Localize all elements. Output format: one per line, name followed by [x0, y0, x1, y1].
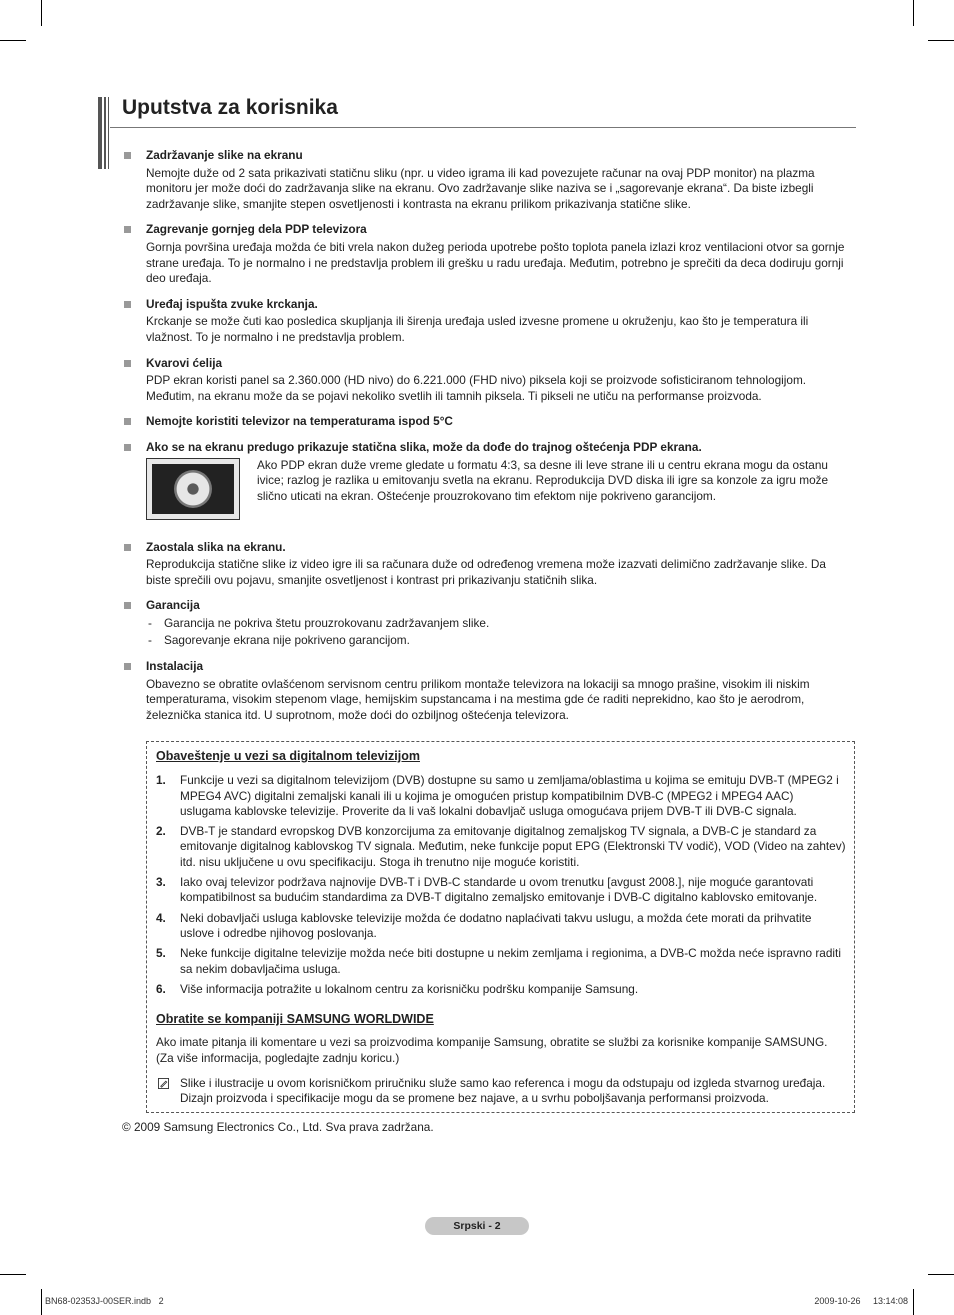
square-bullet-icon: [124, 360, 131, 367]
list-item: - Sagorevanje ekrana nije pokriveno garancijom.: [148, 633, 410, 648]
crop-mark: [913, 0, 914, 26]
square-bullet-icon: [124, 544, 131, 551]
numbered-item: 2. DVB-T je standard evropskog DVB konzorcijuma za emitovanje digitalnog zemaljskog TV signala, a DVB-C je standard za emitovanje digitalnog kablovskog TV signala. Međutim, neke funkcije poput EPG (Elektronski TV vodič), VOD (Video na zahtev) itd. nisu uključene u ovu specifikaciju. Stoga ih trenutno nije moguće koristiti.: [156, 824, 846, 869]
digital-tv-notice-box: [146, 741, 855, 1113]
section-heading: Zadržavanje slike na ekranu: [146, 148, 303, 162]
box-heading: Obaveštenje u vezi sa digitalnom televizijom: [156, 749, 420, 763]
crop-mark: [0, 1274, 26, 1275]
section-top-heating: [122, 222, 847, 286]
section-text: Nemojte duže od 2 sata prikazivati statičnu sliku (npr. u video igrama ili kad povezujete računar na ovaj PDP monitor) na plazma monitoru jer može doći do zadržavanja slike na ekranu. Ovo zadržavanje slike naziva se i „sagorevanje ekrana“. Da biste izbegli zadržavanje slike, smanjite stepen osvetljenosti i kontrasta na ekranu prilikom prikazivanja statične slike.: [146, 165, 815, 211]
crop-mark: [928, 1274, 954, 1275]
numbered-item: 1. Funkcije u vezi sa digitalnom televizijom (DVB) dostupne su samo u zemljama/oblastima u kojima se emituju DVB-T (MPEG2 i MPEG4 AVC) digitalni zemaljski kanali ili u kojima je omogućen pristup kompatibilnim DVB-C (MPEG2 i MPEG4 AAC) uslugama kablovske televizije. Proverite da li vaš lokalni dobavljač usluga omogućava prijem DVB-T ili DVB-C signala.: [156, 773, 839, 818]
numbered-item: 3. Iako ovaj televizor podržava najnovije DVB-T i DVB-C standarde u ovom trenutku [avgust 2008.], nije moguće garantovati kompatibilnost sa budućim standardima za DVB-T digitalno zemaljsko emitovanje i DVB-C digitalno kablovsko emitovanje.: [156, 875, 818, 905]
crop-mark: [41, 1289, 42, 1315]
footer-file-name: BN68-02353J-00SER.indb 2: [45, 1296, 164, 1306]
crop-mark: [0, 40, 26, 41]
square-bullet-icon: [124, 226, 131, 233]
section-image-retention: [122, 148, 847, 212]
section-heading: Uređaj ispušta zvuke krckanja.: [146, 296, 318, 311]
section-heading: Zaostala slika na ekranu.: [146, 539, 286, 554]
numbered-item: 6. Više informacija potražite u lokalnom centru za korisničku podršku kompanije Samsung.: [156, 981, 639, 996]
contact-heading: Obratite se kompaniji SAMSUNG WORLDWIDE: [156, 1012, 434, 1027]
section-text: Ako PDP ekran duže vreme gledate u formatu 4:3, sa desne ili leve strane ili u centru ekrana mogu da ostanu ivice; razlog je razlika u emitovanju svetla na ekranu. Reprodukcija DVD diska ili igre sa konzole za igru može slično uticati na ekran. Oštećenje prouzrokovano tim efektom nije pokriveno garancijom.: [257, 457, 829, 503]
square-bullet-icon: [124, 418, 131, 425]
square-bullet-icon: [124, 602, 131, 609]
crop-mark: [928, 40, 954, 41]
section-text: Krckanje se može čuti kao posledica skupljanja ili širenja uređaja usled izvesne promene u okruženju, kao što je temperatura ili vlažnost. To je normalno i ne predstavlja problem.: [146, 314, 809, 344]
section-heading: Zagrevanje gornjeg dela PDP televizora: [146, 222, 367, 237]
section-heading: Garancija: [146, 598, 200, 613]
section-installation: [122, 659, 847, 723]
square-bullet-icon: [124, 152, 131, 159]
title-divider: [110, 127, 856, 128]
note: Slike i ilustracije u ovom korisničkom priručniku služe samo kao referenca i mogu da odstupaju od izgleda stvarnog uređaja. Dizajn proizvoda i specifikacije mogu da se promene bez najave, a u svrhu poboljšavanja performansi proizvoda.: [156, 1076, 846, 1107]
section-afterimage: [122, 540, 847, 589]
footer-timestamp: 2009-10-26 13:14:08: [814, 1296, 908, 1306]
section-low-temperature: [122, 414, 847, 430]
section-heading: Kvarovi ćelija: [146, 355, 223, 370]
section-cell-defects: [122, 356, 847, 405]
section-text: Reprodukcija statične slike iz video igre ili sa računara duže od određenog vremena može izazvati delimično zadržavanje slike. Da biste sprečili ovu pojavu, smanjite osvetljenost i kontrast pri prikazivanju statičnih slika.: [146, 557, 826, 587]
section-static-image-damage: [122, 440, 847, 520]
note-pencil-icon: [158, 1078, 169, 1089]
numbered-item: 4. Neki dobavljači usluga kablovske televizije možda će dodatno naplaćivati takvu uslugu, a možda ćete morati da prihvatite uslove i odredbe njihovog poslovanja.: [156, 910, 812, 940]
list-item: - Garancija ne pokriva štetu prouzrokovanu zadržavanjem slike.: [148, 615, 490, 630]
square-bullet-icon: [124, 444, 131, 451]
square-bullet-icon: [124, 663, 131, 670]
numbered-item: 5. Neke funkcije digitalne televizije možda neće biti dostupne u nekim zemljama i regionima, a DVB-C možda neće ispravno raditi sa nekim dobavljačima usluga.: [156, 946, 841, 976]
crop-mark: [913, 1289, 914, 1315]
section-text: PDP ekran koristi panel sa 2.360.000 (HD nivo) do 6.221.000 (FHD nivo) piksela koji se proizvode sofisticiranom tehnologijom. Međutim, na ekranu može da se pojavi nekoliko svetlih ili tamnih piksela. Ti pikseli ne utiču na performanse proizvoda.: [146, 373, 807, 403]
copyright-text: © 2009 Samsung Electronics Co., Ltd. Sva prava zadržana.: [122, 1120, 434, 1134]
section-warranty: [122, 598, 847, 649]
section-cracking-sounds: [122, 297, 847, 346]
image-with-text: [146, 458, 847, 520]
section-text: Gornja površina uređaja možda će biti vrela nakon dužeg perioda upotrebe pošto toplota panela izlazi kroz ventilacioni otvor sa gornje strane uređaja. To je normalno i ne predstavlja problem ili grešku u radu uređaja. Međutim, potrebno je sprečiti da deca dodiruju gornji deo uređaja.: [146, 239, 845, 286]
section-heading: Nemojte koristiti televizor na temperaturama ispod 5°C: [146, 414, 453, 429]
crop-mark: [41, 0, 42, 26]
tv-screen-flower-illustration: [146, 458, 240, 520]
page-number-badge: Srpski - 2: [425, 1217, 529, 1235]
square-bullet-icon: [124, 301, 131, 308]
section-heading: Ako se na ekranu predugo prikazuje statična slika, može da dođe do trajnog oštećenja PDP ekrana.: [146, 439, 702, 454]
page-title: Uputstva za korisnika: [122, 96, 338, 119]
section-heading: Instalacija: [146, 659, 204, 674]
instructions-list: [122, 148, 847, 733]
contact-text: Ako imate pitanja ili komentare u vezi sa proizvodima kompanije Samsung, obratite se službi za korisnike kompanije SAMSUNG. (Za više informacija, pogledajte zadnju koricu.): [156, 1035, 828, 1065]
section-text: Obavezno se obratite ovlašćenom servisnom centru prilikom montaže televizora na lokaciji sa mnogo prašine, visokim ili niskim temperaturama, visokim stepenom vlage, hemijskim supstancama i na mestima gde će raditi neprekidno, kao što je aerodrom, železnička stanica itd. U suprotnom, može doći do ozbiljnog oštećenja televizora.: [146, 676, 810, 722]
